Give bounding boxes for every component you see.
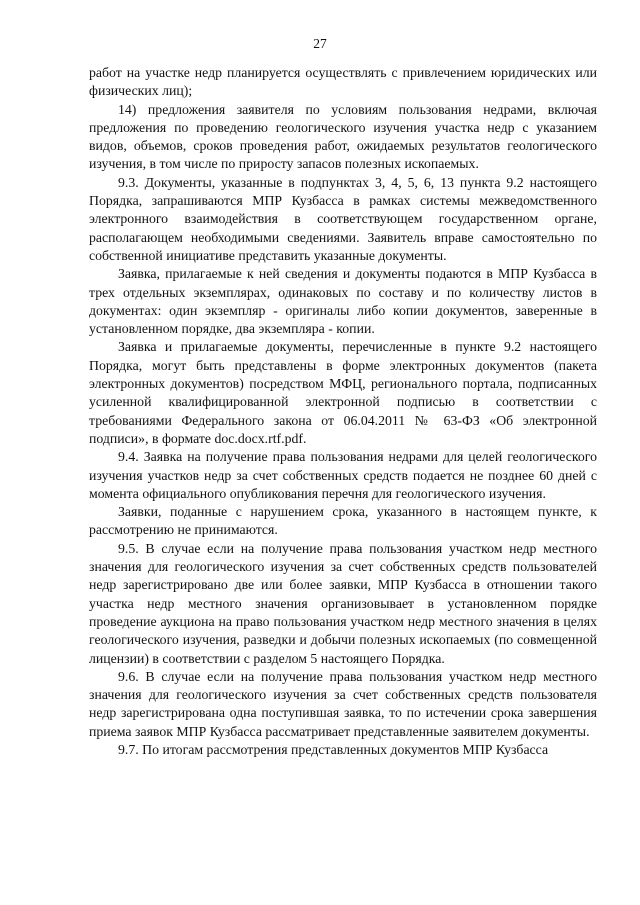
- paragraph-8: 9.5. В случае если на получение права пользования участком недр местного значения для геологического изучения за счет собственных средств пользователей недр зарегистрировано две или более заявки, МПР Кузбасса в отношении такого участка недр местного значения организовывает в установленном порядке проведение аукциона на право пользования участком недр местного значения в целях геологического изучения, разведки и добычи полезных ископаемых (по совмещенной лицензии) в соответствии с разделом 5 настоящего Порядка.: [89, 540, 597, 666]
- paragraph-10: 9.7. По итогам рассмотрения представленных документов МПР Кузбасса: [118, 741, 549, 757]
- paragraph-6: 9.4. Заявка на получение права пользования недрами для целей геологического изучения участков недр за счет собственных средств подается не позднее 60 дней с момента официального опубликования перечня для геологического изучения.: [89, 449, 597, 501]
- paragraph-3: 9.3. Документы, указанные в подпунктах 3, 4, 5, 6, 13 пункта 9.2 настоящего Порядка, запрашиваются МПР Кузбасса в рамках системы межведомственного электронного взаимодействия в соответствующем государственном органе, располагающем необходимыми сведениями. Заявитель вправе самостоятельно по собственной инициативе представить указанные документы.: [89, 174, 597, 263]
- paragraph-5: Заявка и прилагаемые документы, перечисленные в пункте 9.2 настоящего Порядка, могут быть представлены в форме электронных документов (пакета электронных документов) посредством МФЦ, регионального портала, подписанных усиленной квалифицированной электронной подписью в соответствии с требованиями Федерального закона от 06.04.2011 № 63-ФЗ «Об электронной подписи», в формате doc.docx.rtf.pdf.: [89, 339, 597, 446]
- paragraph-2: 14) предложения заявителя по условиям пользования недрами, включая предложения по проведению геологического изучения участка недр с указанием видов, объемов, сроков проведения работ, ожидаемых результатов геологического изучения, в том числе по приросту запасов полезных ископаемых.: [89, 101, 597, 172]
- page-number: 27: [313, 36, 327, 51]
- document-body: [89, 64, 597, 759]
- paragraph-7: Заявки, поданные с нарушением срока, указанного в настоящем пункте, к рассмотрению не принимаются.: [89, 504, 597, 538]
- paragraph-4: Заявка, прилагаемые к ней сведения и документы подаются в МПР Кузбасса в трех отдельных экземплярах, одинаковых по составу и по количеству листов в документах: один экземпляр - оригиналы либо копии документов, заверенные в установленном порядке, два экземпляра - копии.: [89, 266, 597, 337]
- paragraph-1: работ на участке недр планируется осуществлять с привлечением юридических или физических лиц);: [89, 65, 597, 99]
- paragraph-9: 9.6. В случае если на получение права пользования участком недр местного значения для геологического изучения за счет собственных средств пользователя недр зарегистрирована одна поступившая заявка, то по истечении срока завершения приема заявок МПР Кузбасса рассматривает представленные заявителем документы.: [89, 668, 597, 739]
